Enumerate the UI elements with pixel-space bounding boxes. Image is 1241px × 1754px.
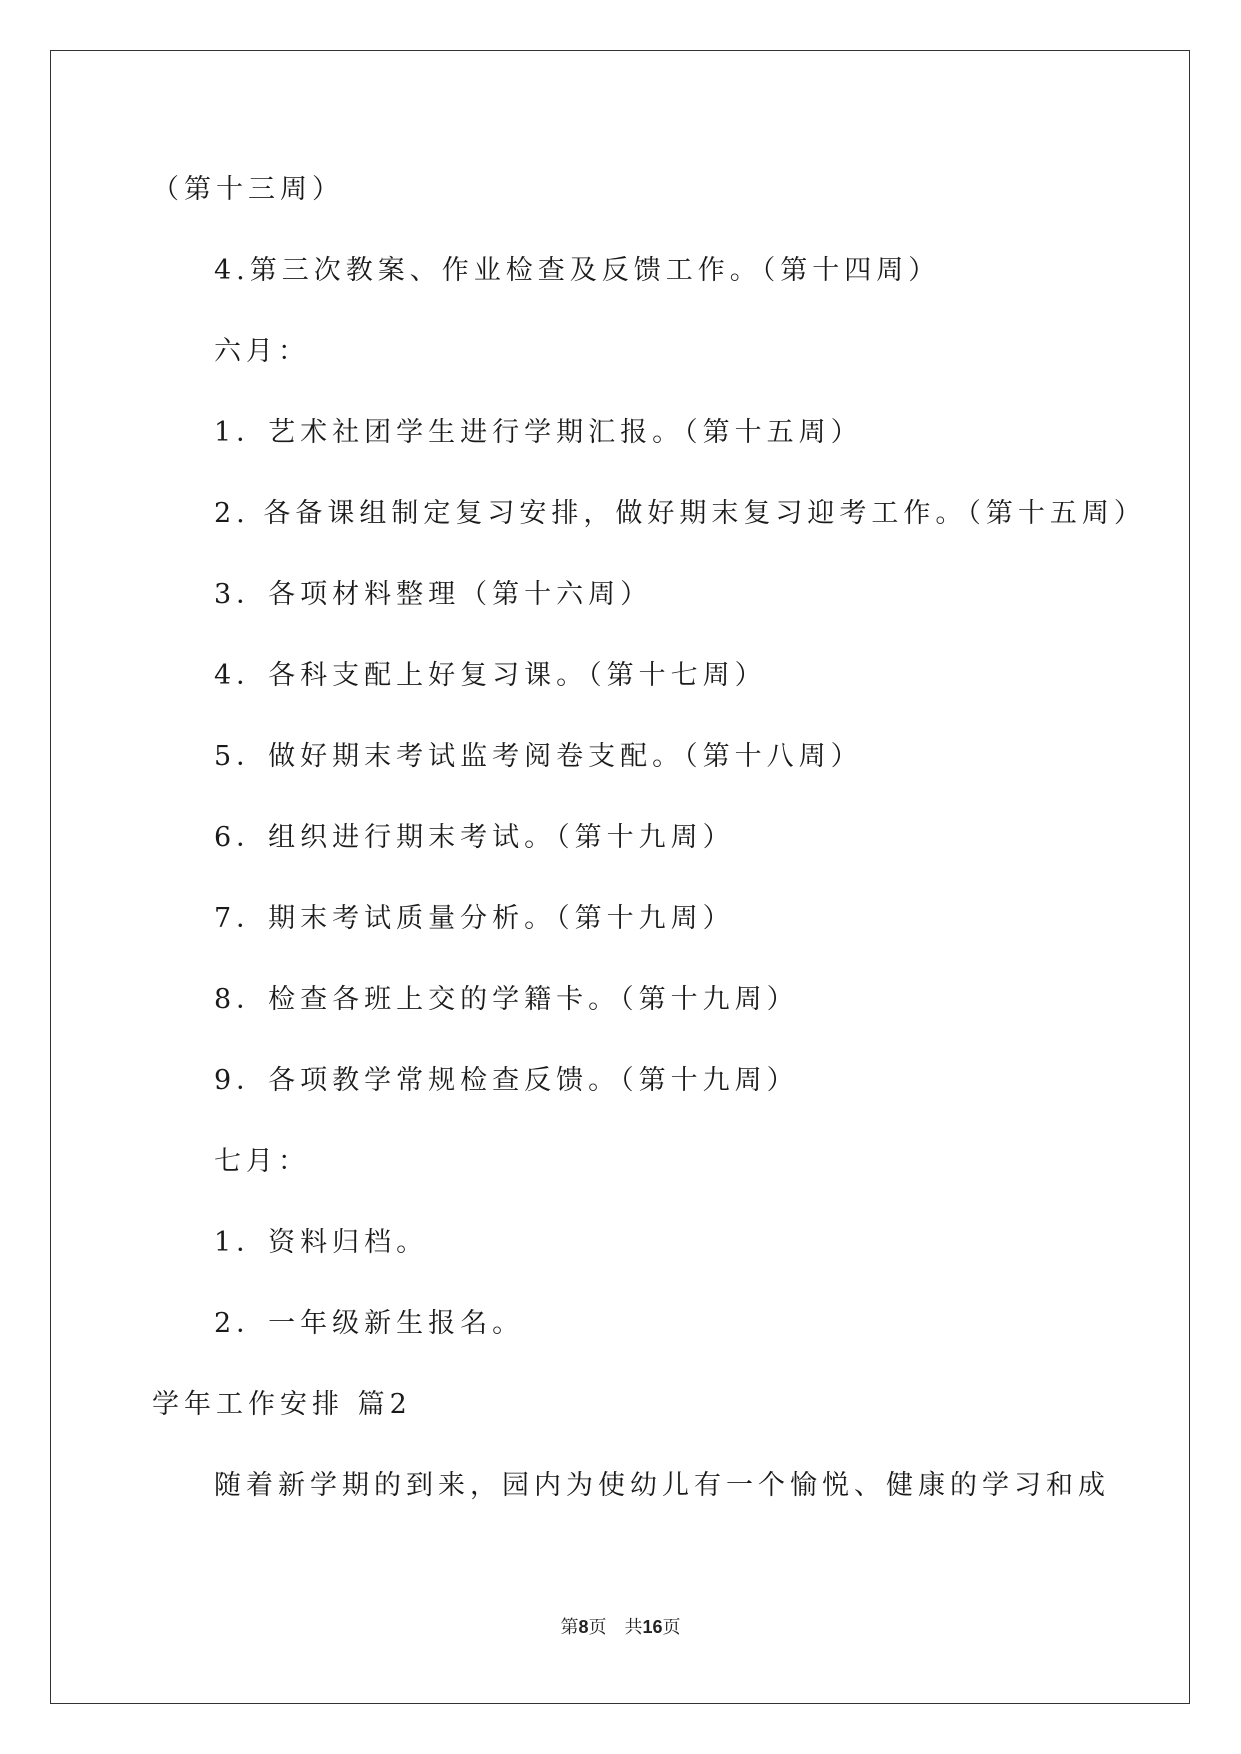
text-line-june-item3: 3．各项材料整理（第十六周） <box>214 579 653 610</box>
text-line-june-item5: 5．做好期末考试监考阅卷支配。（第十八周） <box>214 741 863 772</box>
page-footer <box>0 1618 1241 1637</box>
heading-july: 七月： <box>214 1146 310 1177</box>
section-title-part2: 学年工作安排 篇2 <box>152 1389 412 1420</box>
text-line-june-item4: 4．各科支配上好复习课。（第十七周） <box>214 660 767 691</box>
footer-page-prefix: 第 <box>560 1617 579 1638</box>
text-line-june-item1: 1．艺术社团学生进行学期汇报。（第十五周） <box>214 417 863 448</box>
text-line-july-item2: 2．一年级新生报名。 <box>214 1308 525 1339</box>
text-line-june-item6: 6．组织进行期末考试。（第十九周） <box>214 822 735 853</box>
footer-page-number: 8 <box>578 1617 589 1637</box>
page-border <box>50 50 1190 1704</box>
text-line-week13: （第十三周） <box>152 174 344 205</box>
footer-total-prefix: 共 <box>624 1617 643 1638</box>
footer-total-suffix: 页 <box>662 1617 681 1638</box>
text-line-july-item1: 1．资料归档。 <box>214 1227 429 1258</box>
text-line-item4-lesson-check: 4.第三次教案、作业检查及反馈工作。（第十四周） <box>214 255 941 286</box>
text-line-june-item8: 8．检查各班上交的学籍卡。（第十九周） <box>214 984 799 1015</box>
text-line-june-item2: 2. 各备课组制定复习安排，做好期末复习迎考工作。（第十五周） <box>214 498 1146 529</box>
text-line-june-item9: 9．各项教学常规检查反馈。（第十九周） <box>214 1065 799 1096</box>
footer-total-number: 16 <box>642 1617 663 1637</box>
text-line-june-item7: 7．期末考试质量分析。（第十九周） <box>214 903 735 934</box>
text-line-part2-intro: 随着新学期的到来，园内为使幼儿有一个愉悦、健康的学习和成 <box>214 1470 1110 1501</box>
footer-page-suffix: 页 <box>588 1617 607 1638</box>
heading-june: 六月： <box>214 336 310 367</box>
